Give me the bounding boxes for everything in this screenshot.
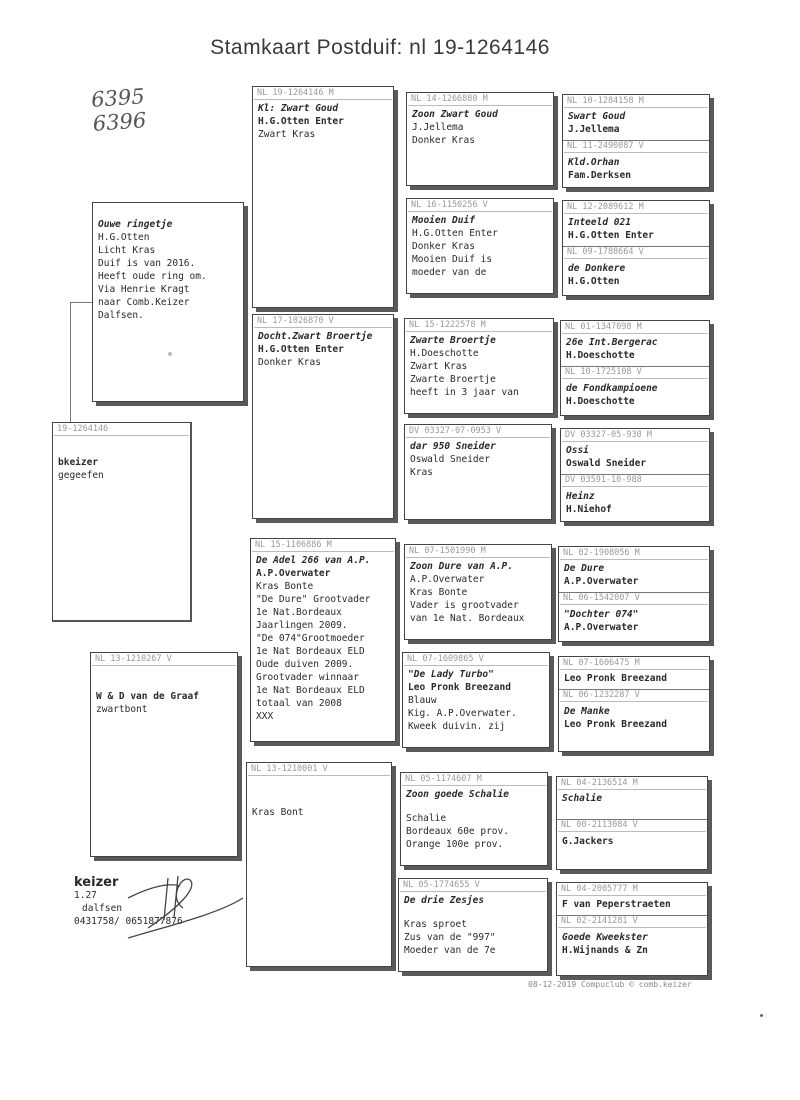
ring-number: NL 02-2141281 V xyxy=(558,916,706,928)
ring-number: NL 05-1774655 V xyxy=(400,880,546,892)
card-lower-half xyxy=(563,246,709,288)
ring-number: NL 13-1210267 V xyxy=(92,654,236,666)
pigeon-card-sire xyxy=(252,86,394,308)
card-line: 1e Nat Bordeaux ELD xyxy=(256,685,365,696)
pigeon-card-gen3 xyxy=(404,544,552,640)
pigeon-name: de Donkere xyxy=(568,263,626,274)
pigeon-owner: J.Jellema xyxy=(568,124,620,135)
card-lower-half xyxy=(557,819,707,848)
pigeon-name: Ouwe ringetje xyxy=(98,219,173,230)
card-line: heeft in 3 jaar van xyxy=(410,387,519,398)
card-line: Heeft oude ring om. xyxy=(98,271,207,282)
pigeon-card-gen4 xyxy=(562,94,710,188)
card-line: Zwart Kras xyxy=(258,129,316,140)
card-line: Kras Bonte xyxy=(410,587,468,598)
card-line: zwartbont xyxy=(96,704,148,715)
card-lower-half xyxy=(561,366,709,408)
pigeon-owner: Leo Pronk Breezand xyxy=(408,682,511,693)
card-line: bkeizer xyxy=(58,457,99,468)
pigeon-owner: H.G.Otten Enter xyxy=(412,228,498,239)
pigeon-name: Goede Kweekster xyxy=(562,932,648,943)
card-line: Donker Kras xyxy=(412,135,475,146)
card-line: Licht Kras xyxy=(98,245,156,256)
pigeon-owner: H.Doeschotte xyxy=(410,348,479,359)
card-line: Oude duiven 2009. xyxy=(256,659,354,670)
pigeon-name: "De Lady Turbo" xyxy=(408,669,494,680)
pigeon-name: Inteeld 021 xyxy=(568,217,631,228)
pigeon-owner: H.G.Otten xyxy=(568,276,620,287)
card-line: Dalfsen. xyxy=(98,310,144,321)
ring-number: NL 13-1210001 V xyxy=(248,764,390,776)
ring-number: NL 02-1908056 M xyxy=(560,548,708,560)
pigeon-owner: H.G.Otten Enter xyxy=(258,116,344,127)
pigeon-owner: W & D van de Graaf xyxy=(96,691,199,702)
ring-number: NL 15-1106886 M xyxy=(252,540,394,552)
pigeon-owner: H.G.Otten xyxy=(98,232,150,243)
signature-scribble xyxy=(108,868,248,948)
handwritten-number: 6395 xyxy=(90,84,146,112)
pigeon-card-left xyxy=(92,202,244,402)
pigeon-owner: Leo Pronk Breezand xyxy=(564,673,667,684)
pigeon-owner: H.G.Otten Enter xyxy=(568,230,654,241)
pigeon-name: Heinz xyxy=(566,491,595,502)
pigeon-name: Kl: Zwart Goud xyxy=(258,103,339,114)
pigeon-card-gen3 xyxy=(398,878,548,972)
pigeon-name: Zwarte Broertje xyxy=(410,335,496,346)
pigeon-owner: Oswald Sneider xyxy=(566,458,647,469)
ring-number: NL 00-2113084 V xyxy=(558,820,706,832)
card-line: Zus van de "997" xyxy=(404,932,496,943)
pigeon-name: Zoon goede Schalie xyxy=(406,789,509,800)
ring-number: NL 11-2490087 V xyxy=(564,141,708,153)
card-line: Schalie xyxy=(406,813,447,824)
card-line: Duif is van 2016. xyxy=(98,258,196,269)
card-line: Jaarlingen 2009. xyxy=(256,620,348,631)
card-line: Bordeaux 60e prov. xyxy=(406,826,509,837)
card-line: Kras sproet xyxy=(404,919,467,930)
pigeon-name: 26e Int.Bergerac xyxy=(566,337,658,348)
pigeon-name: Ossi xyxy=(566,445,589,456)
card-line: Kras Bonte xyxy=(256,581,314,592)
ring-number: NL 09-1788664 V xyxy=(564,247,708,259)
ring-number: NL 06-1542007 V xyxy=(560,593,708,605)
card-line: Blauw xyxy=(408,695,437,706)
ring-number: NL 07-1606475 M xyxy=(560,658,708,670)
footer-note: 08-12-2019 Compuclub © comb.keizer xyxy=(528,980,692,989)
card-line: Zwarte Broertje xyxy=(410,374,496,385)
ring-number: NL 07-1501990 M xyxy=(406,546,550,558)
pigeon-name: De Dure xyxy=(564,563,605,574)
ring-number: NL 19-1264146 M xyxy=(254,88,392,100)
pigeon-name: Kld.Orhan xyxy=(568,157,620,168)
ring-number: DV 03327-05-930 M xyxy=(562,430,708,442)
card-line: 1e Nat Bordeaux ELD xyxy=(256,646,365,657)
card-line: Orange 100e prov. xyxy=(406,839,504,850)
ring-number: NL 16-1150256 V xyxy=(408,200,552,212)
pigeon-owner: H.Doeschotte xyxy=(566,350,635,361)
card-lower-half xyxy=(559,592,709,634)
pigeon-card-dam xyxy=(250,538,396,742)
pigeon-owner: A.P.Overwater xyxy=(256,568,331,579)
ring-number: NL 10-1284158 M xyxy=(564,96,708,108)
pigeon-card-gen4 xyxy=(558,656,710,752)
ring-number: NL 10-1725108 V xyxy=(562,367,708,379)
ring-number: NL 07-1609865 V xyxy=(404,654,548,666)
pigeon-name: dar 950 Sneider xyxy=(410,441,496,452)
pigeon-card-gen3 xyxy=(404,318,554,414)
card-lower-half xyxy=(557,915,707,957)
connector-line xyxy=(70,302,71,422)
ring-number: NL 15-1222578 M xyxy=(406,320,552,332)
pigeon-name: Zoon Zwart Goud xyxy=(412,109,498,120)
pigeon-owner: G.Jackers xyxy=(562,836,614,847)
card-lower-half xyxy=(563,140,709,182)
pigeon-owner: J.Jellema xyxy=(412,122,464,133)
card-line: moeder van de xyxy=(412,267,487,278)
stamp-line: 1.27 xyxy=(74,890,97,901)
pigeon-card-gen3 xyxy=(404,424,552,520)
pigeon-card-gen4 xyxy=(560,320,710,416)
pigeon-owner: A.P.Overwater xyxy=(564,622,639,633)
stamp-line: 0431758/ 0651877876 xyxy=(74,916,183,927)
pigeon-owner: H.Doeschotte xyxy=(566,396,635,407)
pigeon-card-graaf xyxy=(90,652,238,857)
ring-number: NL 05-1174607 M xyxy=(402,774,546,786)
card-lower-half xyxy=(559,689,709,731)
ring-number: NL 01-1347098 M xyxy=(562,322,708,334)
card-line: gegeefen xyxy=(58,470,104,481)
dot-mark xyxy=(168,352,172,356)
card-line: Vader is grootvader xyxy=(410,600,519,611)
card-line: Donker Kras xyxy=(258,357,321,368)
pigeon-owner: H.G.Otten Enter xyxy=(258,344,344,355)
ring-number: NL 04-2136514 M xyxy=(558,778,706,790)
card-lower-half xyxy=(561,474,709,516)
card-line: "De 074"Grootmoeder xyxy=(256,633,365,644)
pigeon-name: Docht.Zwart Broertje xyxy=(258,331,373,342)
pigeon-card-gen3 xyxy=(400,772,548,866)
pigeon-owner: Oswald Sneider xyxy=(410,454,491,465)
card-line: Kig. A.P.Overwater. xyxy=(408,708,517,719)
ring-number: NL 06-1232287 V xyxy=(560,690,708,702)
pigeon-card-gen3 xyxy=(406,198,554,294)
card-line: Kweek duivin. zij xyxy=(408,721,506,732)
card-line: Mooien Duif is xyxy=(412,254,493,265)
card-line: Zwart Kras xyxy=(410,361,468,372)
pigeon-card-gen4 xyxy=(562,200,710,296)
stamp-name: keizer xyxy=(74,875,119,890)
ring-number: NL 04-2005777 M xyxy=(558,884,706,896)
card-line: Kras Bont xyxy=(252,807,304,818)
pigeon-name: Zoon Dure van A.P. xyxy=(410,561,513,572)
card-line: Grootvader winnaar xyxy=(256,672,359,683)
pigeon-name: "Dochter 074" xyxy=(564,609,639,620)
card-line: totaal van 2008 xyxy=(256,698,342,709)
pigeon-card-gen4 xyxy=(560,428,710,522)
card-line: Donker Kras xyxy=(412,241,475,252)
pigeon-owner: Fam.Derksen xyxy=(568,170,631,181)
ring-number: NL 17-1026870 V xyxy=(254,316,392,328)
ring-number: NL 12-2089612 M xyxy=(564,202,708,214)
pigeon-name: De Adel 266 van A.P. xyxy=(256,555,371,566)
owner-side-card xyxy=(52,422,192,622)
page-title: Stamkaart Postduif: nl 19-1264146 xyxy=(210,36,550,59)
pigeon-card-gen3 xyxy=(402,652,550,748)
pigeon-card-gen4 xyxy=(556,882,708,976)
pigeon-name: Swart Goud xyxy=(568,111,626,122)
pigeon-card-dam-dam xyxy=(246,762,392,967)
card-line: naar Comb.Keizer xyxy=(98,297,190,308)
stamp-line: dalfsen xyxy=(82,903,123,914)
pigeon-owner: A.P.Overwater xyxy=(410,574,485,585)
ring-number: NL 14-1266880 M xyxy=(408,94,552,106)
pigeon-owner: F van Peperstraeten xyxy=(562,899,671,910)
card-line: van 1e Nat. Bordeaux xyxy=(410,613,525,624)
pigeon-owner: A.P.Overwater xyxy=(564,576,639,587)
pigeon-owner: H.Niehof xyxy=(566,504,612,515)
pigeon-card-dam-of-sire xyxy=(252,314,394,519)
card-line: Moeder van de 7e xyxy=(404,945,496,956)
card-line: Via Henrie Kragt xyxy=(98,284,190,295)
dot-mark xyxy=(760,1014,763,1017)
pigeon-name: De drie Zesjes xyxy=(404,895,485,906)
handwritten-note xyxy=(90,84,147,136)
card-line: "De Dure" Grootvader xyxy=(256,594,371,605)
pigeon-owner: H.Wijnands & Zn xyxy=(562,945,648,956)
handwritten-number: 6396 xyxy=(92,108,148,136)
ring-number: DV 03591-10-988 xyxy=(562,475,708,487)
card-line: XXX xyxy=(256,711,274,722)
card-line: Kras xyxy=(410,467,433,478)
pigeon-name: Schalie xyxy=(562,793,603,804)
pigeon-card-gen4 xyxy=(556,776,708,870)
pigeon-card-gen4 xyxy=(558,546,710,642)
pigeon-card-gen3 xyxy=(406,92,554,186)
ring-number: 19-1264146 xyxy=(54,424,189,436)
pigeon-name: De Manke xyxy=(564,706,610,717)
pigeon-name: Mooien Duif xyxy=(412,215,475,226)
card-line: 1e Nat.Bordeaux xyxy=(256,607,342,618)
ring-number: DV 03327-07-0953 V xyxy=(406,426,550,438)
pigeon-owner: Leo Pronk Breezand xyxy=(564,719,667,730)
pigeon-name: de Fondkampioene xyxy=(566,383,658,394)
